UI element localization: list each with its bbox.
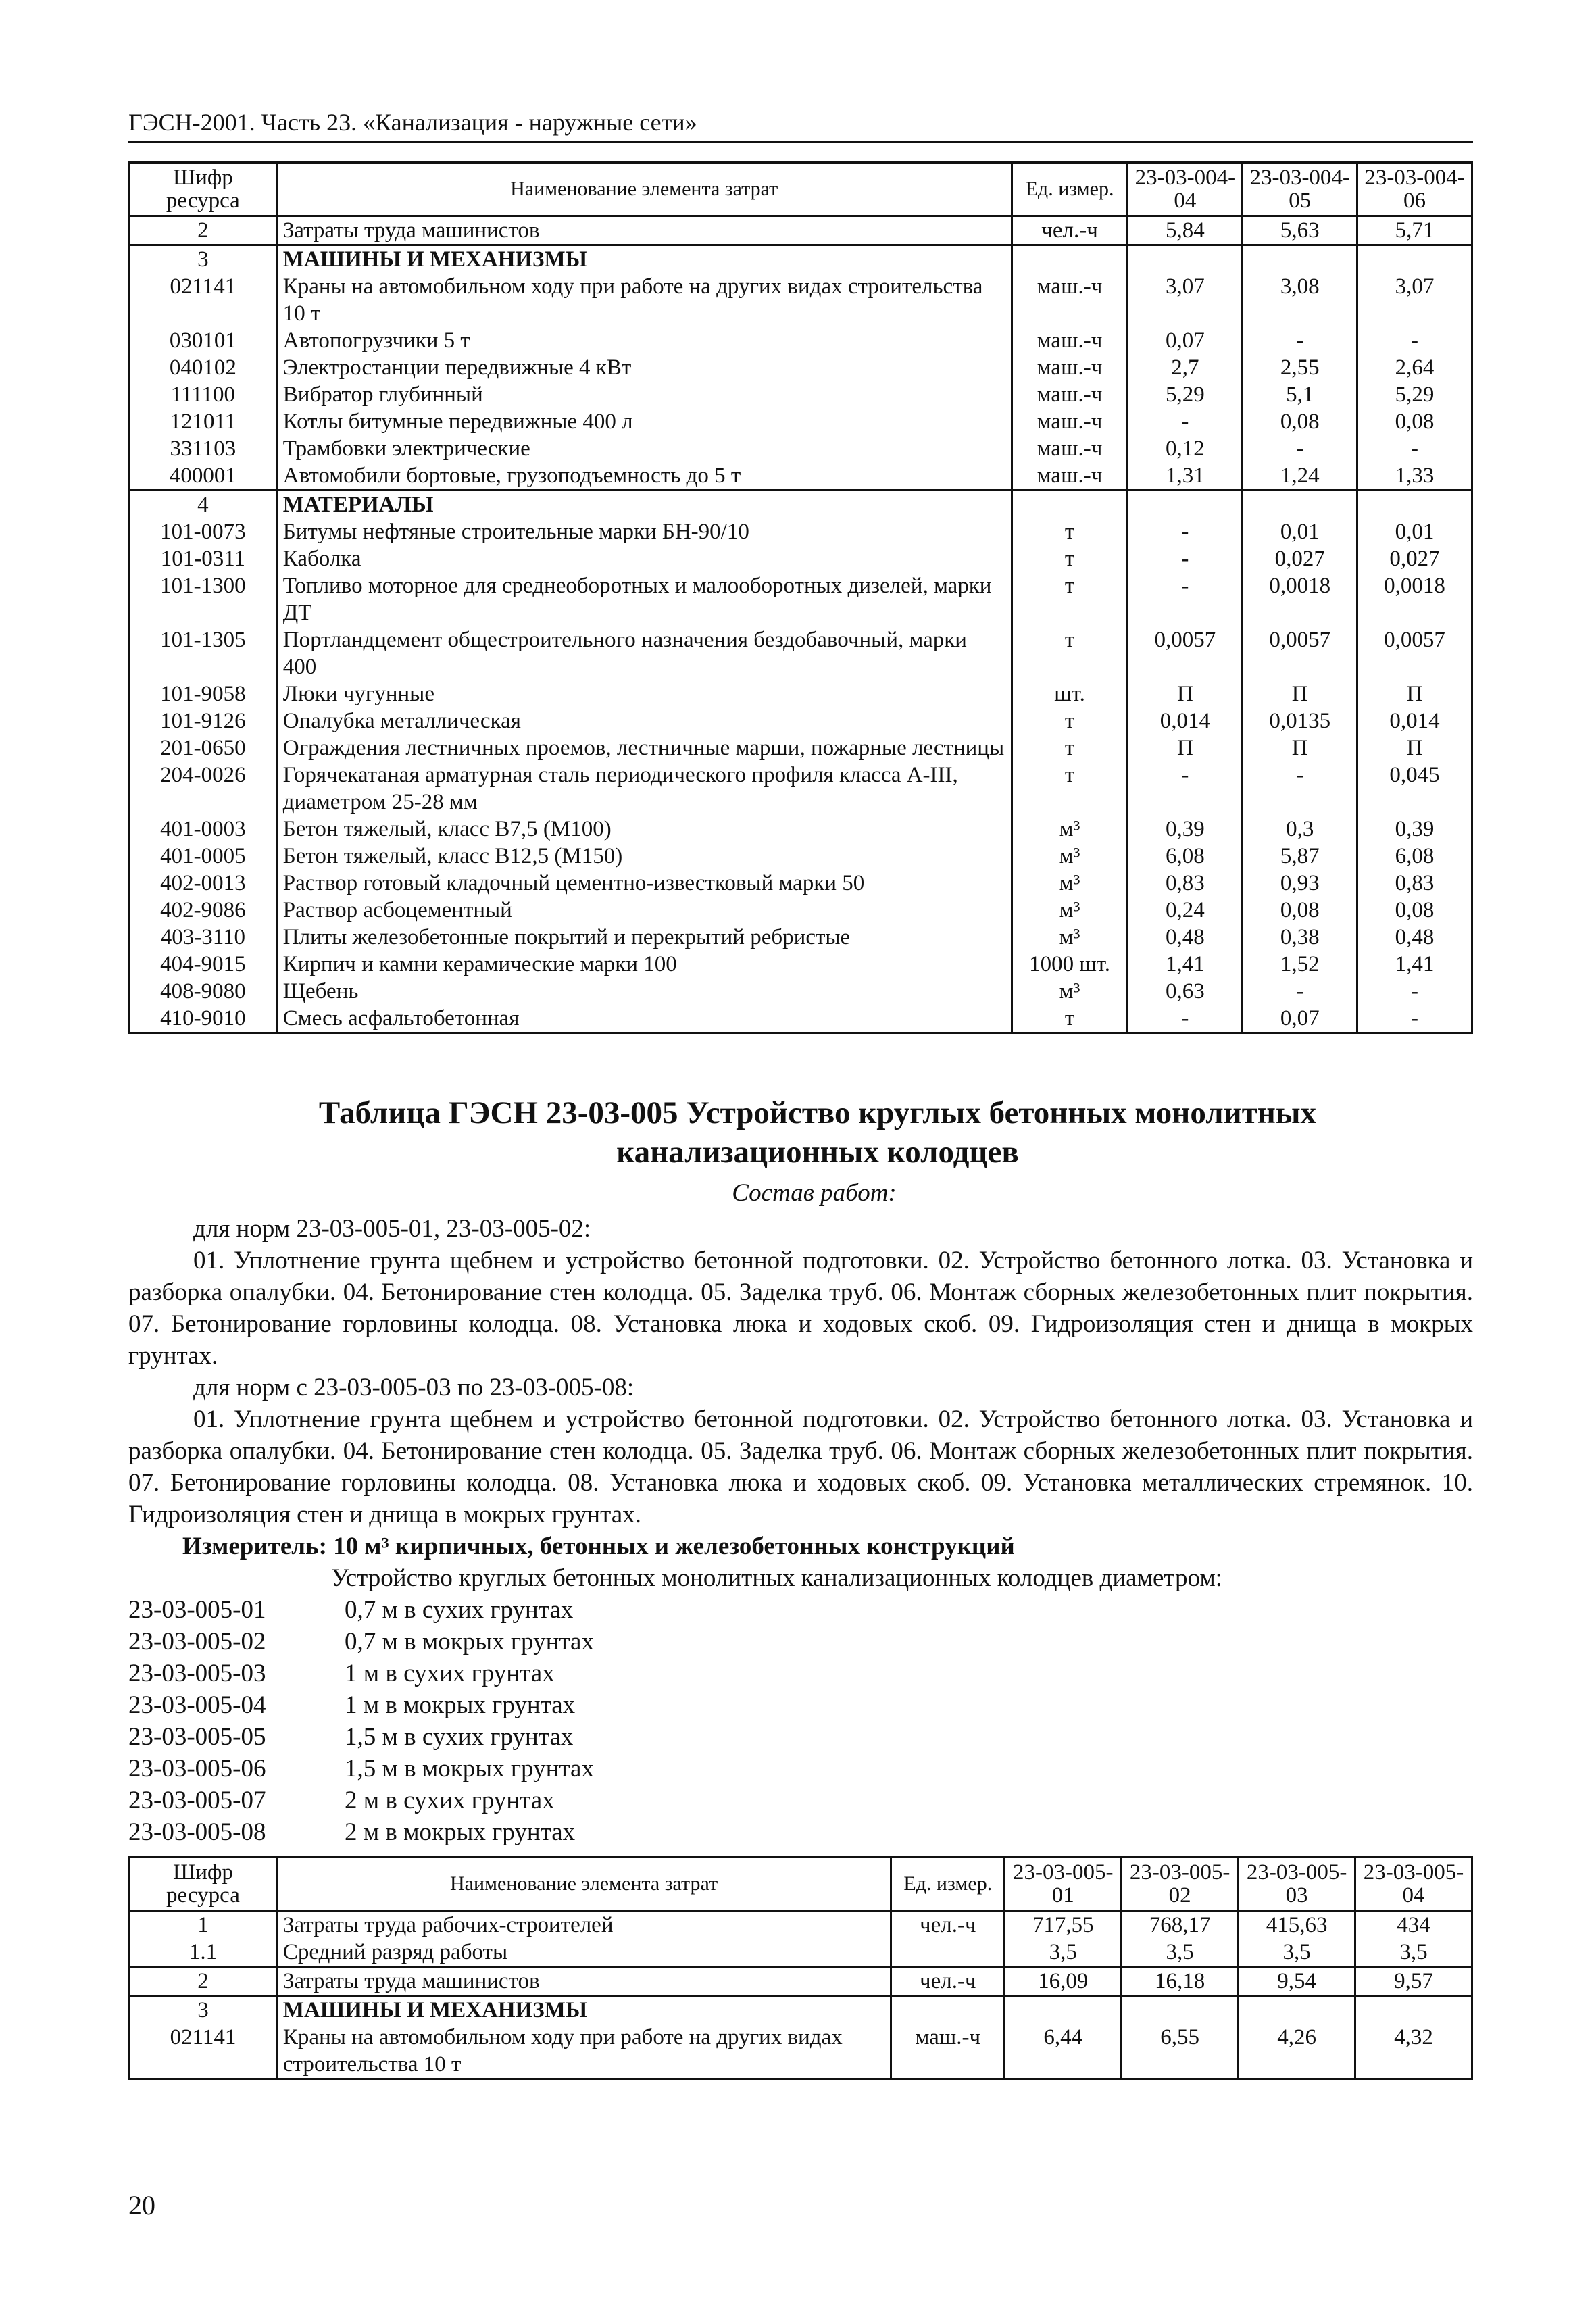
cell-code: 404-9015: [130, 951, 277, 978]
cell-code: 408-9080: [130, 978, 277, 1005]
table-row: [130, 245, 1472, 274]
cell-v1: 0,83: [1128, 870, 1243, 897]
cell-unit: т: [1012, 518, 1128, 545]
table-row: [130, 518, 1472, 545]
cell-name: Ограждения лестничных проемов, лестничные марши, пожарные лестницы: [276, 735, 1012, 762]
cell-v4: 9,57: [1355, 1967, 1472, 1996]
cell-v1: 0,39: [1128, 816, 1243, 843]
section-title-line: Таблица ГЭСН 23-03-005 Устройство круглых бетонных монолитных: [318, 1095, 1317, 1130]
cell-code: 121011: [130, 408, 277, 435]
table-row: [130, 1996, 1472, 2024]
running-header: ГЭСН-2001. Часть 23. «Канализация - наружные сети»: [128, 108, 1473, 143]
cell-v3: 0,0057: [1357, 626, 1472, 680]
cell-code: 410-9010: [130, 1005, 277, 1033]
cell-v3: 0,83: [1357, 870, 1472, 897]
table-body: [130, 1911, 1472, 2079]
norm-variant: [128, 1785, 1473, 1816]
table-row: [130, 1967, 1472, 1996]
cell-unit: шт.: [1012, 680, 1128, 707]
cell-code: 1: [130, 1911, 277, 1939]
cell-v3: 5,29: [1357, 381, 1472, 408]
cell-v2: [1122, 1996, 1239, 2024]
norm-variant: [128, 1689, 1473, 1721]
cell-v2: [1243, 245, 1357, 274]
cell-unit: м³: [1012, 816, 1128, 843]
cell-v2: 6,55: [1122, 2024, 1239, 2079]
cell-v1: [1005, 1996, 1122, 2024]
cell-v1: -: [1128, 1005, 1243, 1033]
cell-v1: -: [1128, 762, 1243, 816]
cell-code: 101-0311: [130, 545, 277, 572]
works-description: [128, 1403, 1473, 1530]
cell-v2: П: [1243, 680, 1357, 707]
cell-v2: 5,63: [1243, 216, 1357, 245]
cell-v3: 0,01: [1357, 518, 1472, 545]
norm-description: 2 м в сухих грунтах: [345, 1787, 555, 1814]
cell-name: МАШИНЫ И МЕХАНИЗМЫ: [276, 1996, 891, 2024]
cell-v3: 2,64: [1357, 354, 1472, 381]
table-row: [130, 354, 1472, 381]
table-row: [130, 572, 1472, 626]
norm-description: 0,7 м в сухих грунтах: [345, 1596, 574, 1624]
cell-v3: 0,014: [1357, 707, 1472, 735]
col-norm: 23-03-005-03: [1239, 1858, 1355, 1911]
norm-description: 1,5 м в сухих грунтах: [345, 1723, 574, 1751]
measure-unit: Измеритель: 10 м³ кирпичных, бетонных и железобетонных конструкций: [182, 1533, 1015, 1560]
table-row: [130, 408, 1472, 435]
table-row: [130, 816, 1472, 843]
cell-unit: м³: [1012, 843, 1128, 870]
cell-code: 402-0013: [130, 870, 277, 897]
cell-v3: 0,08: [1357, 408, 1472, 435]
works-text: 01. Уплотнение грунта щебнем и устройство бетонной подготовки. 02. Устройство бетонного лотка. 03. Установка и разборка опалубки. 04. Бетонирование стен колодца. 05. Заделка труб. 06. Монтаж сборных железобетонных плит покрытия. 07. Бетонирование горловины колодца. 08. Установка люка и ходовых скоб. 09. Установка металлических стремянок. 10. Гидроизоляция стен и днища в мокрых грунтах.: [128, 1405, 1473, 1528]
table-row: [130, 1939, 1472, 1967]
cell-name: Вибратор глубинный: [276, 381, 1012, 408]
cell-code: 040102: [130, 354, 277, 381]
cell-name: Затраты труда рабочих-строителей: [276, 1911, 891, 1939]
cell-v1: -: [1128, 545, 1243, 572]
norm-code: 23-03-005-01: [128, 1596, 266, 1624]
cell-unit: м³: [1012, 924, 1128, 951]
cell-code: 401-0005: [130, 843, 277, 870]
cell-code: 204-0026: [130, 762, 277, 816]
cell-v2: 1,24: [1243, 462, 1357, 491]
cell-name: МАШИНЫ И МЕХАНИЗМЫ: [276, 245, 1012, 274]
norms-label: для норм 23-03-005-01, 23-03-005-02:: [193, 1215, 591, 1243]
col-code: Шифр ресурса: [130, 163, 277, 216]
table-row: [130, 762, 1472, 816]
cell-name: Затраты труда машинистов: [276, 216, 1012, 245]
table-row: [130, 924, 1472, 951]
col-unit: Ед. измер.: [891, 1858, 1005, 1911]
cell-unit: т: [1012, 626, 1128, 680]
cell-v3: -: [1357, 327, 1472, 354]
cell-code: 402-9086: [130, 897, 277, 924]
cell-v3: -: [1357, 435, 1472, 462]
cell-code: 331103: [130, 435, 277, 462]
cell-unit: т: [1012, 572, 1128, 626]
cell-v2: 768,17: [1122, 1911, 1239, 1939]
cell-name: Каболка: [276, 545, 1012, 572]
col-norm: 23-03-004-05: [1243, 163, 1357, 216]
cell-v1: 717,55: [1005, 1911, 1122, 1939]
col-unit: Ед. измер.: [1012, 163, 1128, 216]
norm-code: 23-03-005-02: [128, 1628, 266, 1656]
cell-code: 1.1: [130, 1939, 277, 1967]
norm-description: 0,7 м в мокрых грунтах: [345, 1628, 594, 1656]
cell-v3: 6,08: [1357, 843, 1472, 870]
cell-unit: [1012, 491, 1128, 519]
cell-name: Раствор асбоцементный: [276, 897, 1012, 924]
cell-name: Кирпич и камни керамические марки 100: [276, 951, 1012, 978]
cell-v2: 0,0018: [1243, 572, 1357, 626]
cell-name: Электростанции передвижные 4 кВт: [276, 354, 1012, 381]
cell-v2: 0,08: [1243, 408, 1357, 435]
cell-code: 401-0003: [130, 816, 277, 843]
cell-v2: 0,08: [1243, 897, 1357, 924]
cell-v3: 9,54: [1239, 1967, 1355, 1996]
norm-variant: [128, 1753, 1473, 1785]
table-row: [130, 491, 1472, 519]
cell-code: 3: [130, 245, 277, 274]
cell-v1: 0,07: [1128, 327, 1243, 354]
cell-v1: [1128, 491, 1243, 519]
cell-unit: маш.-ч: [1012, 327, 1128, 354]
norm-code: 23-03-005-08: [128, 1818, 266, 1846]
cell-code: 101-1300: [130, 572, 277, 626]
cell-code: 3: [130, 1996, 277, 2024]
norm-code: 23-03-005-07: [128, 1787, 266, 1814]
cell-v3: 0,48: [1357, 924, 1472, 951]
cell-v2: 3,5: [1122, 1939, 1239, 1967]
table-row: [130, 2024, 1472, 2079]
cell-v1: 1,31: [1128, 462, 1243, 491]
norm-description: 1 м в мокрых грунтах: [345, 1691, 576, 1719]
cell-name: Трамбовки электрические: [276, 435, 1012, 462]
table-row: [130, 626, 1472, 680]
norm-description: 2 м в мокрых грунтах: [345, 1818, 576, 1846]
norm-variant: [128, 1594, 1473, 1626]
page: [128, 108, 1473, 2080]
cell-unit: м³: [1012, 897, 1128, 924]
cell-v1: П: [1128, 680, 1243, 707]
cell-unit: маш.-ч: [1012, 381, 1128, 408]
cell-name: Портландцемент общестроительного назначения бездобавочный, марки 400: [276, 626, 1012, 680]
cell-unit: т: [1012, 707, 1128, 735]
cell-code: 101-0073: [130, 518, 277, 545]
cell-unit: чел.-ч: [891, 1911, 1005, 1939]
cell-v2: 0,0135: [1243, 707, 1357, 735]
cell-v1: 5,84: [1128, 216, 1243, 245]
norm-code: 23-03-005-06: [128, 1755, 266, 1783]
cell-v1: 1,41: [1128, 951, 1243, 978]
cell-v2: -: [1243, 435, 1357, 462]
cell-v4: 3,5: [1355, 1939, 1472, 1967]
norm-variant: [128, 1626, 1473, 1658]
cell-v2: 1,52: [1243, 951, 1357, 978]
cell-v2: 5,87: [1243, 843, 1357, 870]
cell-unit: [891, 1939, 1005, 1967]
cell-name: Автомобили бортовые, грузоподъемность до 5 т: [276, 462, 1012, 491]
cell-code: 111100: [130, 381, 277, 408]
cell-v1: 0,0057: [1128, 626, 1243, 680]
cell-v2: 0,93: [1243, 870, 1357, 897]
norm-variants-list: [128, 1594, 1473, 1848]
table-row: [130, 462, 1472, 491]
cell-code: 201-0650: [130, 735, 277, 762]
cell-name: Опалубка металлическая: [276, 707, 1012, 735]
table-row: [130, 381, 1472, 408]
norm-code: 23-03-005-03: [128, 1660, 266, 1687]
cell-v3: [1357, 245, 1472, 274]
cell-v1: П: [1128, 735, 1243, 762]
col-name: Наименование элемента затрат: [276, 163, 1012, 216]
section-title-line: канализационных колодцев: [616, 1135, 1019, 1170]
col-code: Шифр ресурса: [130, 1858, 277, 1911]
cell-v3: П: [1357, 680, 1472, 707]
cell-v1: -: [1128, 572, 1243, 626]
cell-unit: т: [1012, 545, 1128, 572]
cell-unit: маш.-ч: [1012, 273, 1128, 327]
norm-description: 1 м в сухих грунтах: [345, 1660, 555, 1687]
cell-v2: [1243, 491, 1357, 519]
cell-name: Битумы нефтяные строительные марки БН-90/10: [276, 518, 1012, 545]
cell-unit: м³: [1012, 870, 1128, 897]
cell-v1: 0,63: [1128, 978, 1243, 1005]
cell-v2: -: [1243, 327, 1357, 354]
table-row: [130, 951, 1472, 978]
norms-label: для норм с 23-03-005-03 по 23-03-005-08:: [193, 1374, 634, 1401]
cell-v1: 5,29: [1128, 381, 1243, 408]
cell-v3: -: [1357, 978, 1472, 1005]
col-norm: 23-03-005-04: [1355, 1858, 1472, 1911]
cell-v3: [1239, 1996, 1355, 2024]
cell-v1: 2,7: [1128, 354, 1243, 381]
norm-code: 23-03-005-05: [128, 1723, 266, 1751]
table-row: [130, 735, 1472, 762]
cell-v1: -: [1128, 518, 1243, 545]
norm-variant: [128, 1816, 1473, 1848]
cell-v2: 0,07: [1243, 1005, 1357, 1033]
cell-unit: т: [1012, 735, 1128, 762]
table-row: [130, 870, 1472, 897]
cell-v3: 0,045: [1357, 762, 1472, 816]
cell-v2: П: [1243, 735, 1357, 762]
cell-unit: м³: [1012, 978, 1128, 1005]
section-title: [128, 1093, 1473, 1172]
cell-v3: П: [1357, 735, 1472, 762]
cell-v3: 4,26: [1239, 2024, 1355, 2079]
cell-v1: [1128, 245, 1243, 274]
cell-unit: маш.-ч: [1012, 435, 1128, 462]
cell-name: Горячекатаная арматурная сталь периодического профиля класса А-III, диаметром 25-28 мм: [276, 762, 1012, 816]
cell-code: 030101: [130, 327, 277, 354]
norm-description: 1,5 м в мокрых грунтах: [345, 1755, 594, 1783]
cell-v2: -: [1243, 762, 1357, 816]
works-text: 01. Уплотнение грунта щебнем и устройство бетонной подготовки. 02. Устройство бетонного лотка. 03. Установка и разборка опалубки. 04. Бетонирование стен колодца. 05. Заделка труб. 06. Монтаж сборных железобетонных плит покрытия. 07. Бетонирование горловины колодца. 08. Установка люка и ходовых скоб. 09. Гидроизоляция стен и днища в мокрых грунтах.: [128, 1247, 1473, 1370]
cell-v2: 2,55: [1243, 354, 1357, 381]
cell-name: Бетон тяжелый, класс В12,5 (М150): [276, 843, 1012, 870]
cell-v2: 0,027: [1243, 545, 1357, 572]
cell-v3: 1,33: [1357, 462, 1472, 491]
cell-unit: [891, 1996, 1005, 2024]
measure-description: Устройство круглых бетонных монолитных канализационных колодцев диаметром:: [331, 1564, 1223, 1592]
col-norm: 23-03-004-04: [1128, 163, 1243, 216]
cell-v1: 0,12: [1128, 435, 1243, 462]
cell-name: Котлы битумные передвижные 400 л: [276, 408, 1012, 435]
cell-v3: 5,71: [1357, 216, 1472, 245]
page-number: 20: [128, 2190, 155, 2220]
works-subtitle: Состав работ:: [732, 1179, 897, 1207]
cell-name: Краны на автомобильном ходу при работе на других видах строительства 10 т: [276, 2024, 891, 2079]
table-row: [130, 1005, 1472, 1033]
cell-name: Затраты труда машинистов: [276, 1967, 891, 1996]
cell-v2: 16,18: [1122, 1967, 1239, 1996]
table-row: [130, 680, 1472, 707]
table-row: [130, 273, 1472, 327]
col-name: Наименование элемента затрат: [276, 1858, 891, 1911]
cell-name: Средний разряд работы: [276, 1939, 891, 1967]
table-row: [130, 216, 1472, 245]
table-row: [130, 707, 1472, 735]
cell-v3: 415,63: [1239, 1911, 1355, 1939]
cell-name: Раствор готовый кладочный цементно-известковый марки 50: [276, 870, 1012, 897]
cell-unit: маш.-ч: [891, 2024, 1005, 2079]
cell-unit: чел.-ч: [891, 1967, 1005, 1996]
table-row: [130, 327, 1472, 354]
cell-v1: 0,24: [1128, 897, 1243, 924]
cell-unit: маш.-ч: [1012, 354, 1128, 381]
cell-name: Смесь асфальтобетонная: [276, 1005, 1012, 1033]
norm-variant: [128, 1658, 1473, 1689]
cell-v4: [1355, 1996, 1472, 2024]
cell-v2: 5,1: [1243, 381, 1357, 408]
cell-v3: 3,5: [1239, 1939, 1355, 1967]
cell-name: Краны на автомобильном ходу при работе на других видах строительства 10 т: [276, 273, 1012, 327]
cell-v3: 0,39: [1357, 816, 1472, 843]
cell-v3: 3,07: [1357, 273, 1472, 327]
col-norm: 23-03-005-02: [1122, 1858, 1239, 1911]
cell-name: Люки чугунные: [276, 680, 1012, 707]
table-body: [130, 216, 1472, 1033]
cell-v1: 6,08: [1128, 843, 1243, 870]
cell-code: 400001: [130, 462, 277, 491]
cell-name: МАТЕРИАЛЫ: [276, 491, 1012, 519]
cell-v2: 0,38: [1243, 924, 1357, 951]
cell-unit: т: [1012, 1005, 1128, 1033]
col-norm: 23-03-005-01: [1005, 1858, 1122, 1911]
cell-name: Плиты железобетонные покрытий и перекрытий ребристые: [276, 924, 1012, 951]
cell-name: Автопогрузчики 5 т: [276, 327, 1012, 354]
cell-v1: 3,5: [1005, 1939, 1122, 1967]
cell-code: 101-9058: [130, 680, 277, 707]
norm-code: 23-03-005-04: [128, 1691, 266, 1719]
table-row: [130, 897, 1472, 924]
cell-v3: 1,41: [1357, 951, 1472, 978]
cell-v3: 0,027: [1357, 545, 1472, 572]
cell-code: 2: [130, 216, 277, 245]
cell-v2: -: [1243, 978, 1357, 1005]
cell-v2: 0,3: [1243, 816, 1357, 843]
cell-v3: 0,0018: [1357, 572, 1472, 626]
norm-variant: [128, 1721, 1473, 1753]
table-row: [130, 1911, 1472, 1939]
cell-unit: [1012, 245, 1128, 274]
works-description: [128, 1245, 1473, 1372]
cell-v2: 0,01: [1243, 518, 1357, 545]
cell-v2: 0,0057: [1243, 626, 1357, 680]
cell-code: 4: [130, 491, 277, 519]
cell-v1: 16,09: [1005, 1967, 1122, 1996]
cell-unit: т: [1012, 762, 1128, 816]
cell-unit: 1000 шт.: [1012, 951, 1128, 978]
cell-unit: маш.-ч: [1012, 462, 1128, 491]
cell-v2: 3,08: [1243, 273, 1357, 327]
cell-v4: 4,32: [1355, 2024, 1472, 2079]
table-row: [130, 545, 1472, 572]
resource-table-23-03-005: [128, 1856, 1473, 2080]
cell-code: 2: [130, 1967, 277, 1996]
resource-table-23-03-004: [128, 161, 1473, 1034]
cell-v1: 0,014: [1128, 707, 1243, 735]
cell-v3: -: [1357, 1005, 1472, 1033]
cell-unit: чел.-ч: [1012, 216, 1128, 245]
cell-code: 101-1305: [130, 626, 277, 680]
cell-v1: 0,48: [1128, 924, 1243, 951]
table-row: [130, 978, 1472, 1005]
cell-code: 101-9126: [130, 707, 277, 735]
cell-v1: -: [1128, 408, 1243, 435]
cell-name: Щебень: [276, 978, 1012, 1005]
col-norm: 23-03-004-06: [1357, 163, 1472, 216]
cell-v4: 434: [1355, 1911, 1472, 1939]
cell-name: Топливо моторное для среднеоборотных и малооборотных дизелей, марки ДТ: [276, 572, 1012, 626]
table-row: [130, 435, 1472, 462]
cell-name: Бетон тяжелый, класс В7,5 (М100): [276, 816, 1012, 843]
cell-code: 021141: [130, 273, 277, 327]
cell-code: 403-3110: [130, 924, 277, 951]
cell-code: 021141: [130, 2024, 277, 2079]
table-row: [130, 843, 1472, 870]
cell-v1: 6,44: [1005, 2024, 1122, 2079]
cell-v3: [1357, 491, 1472, 519]
cell-v1: 3,07: [1128, 273, 1243, 327]
cell-v3: 0,08: [1357, 897, 1472, 924]
cell-unit: маш.-ч: [1012, 408, 1128, 435]
